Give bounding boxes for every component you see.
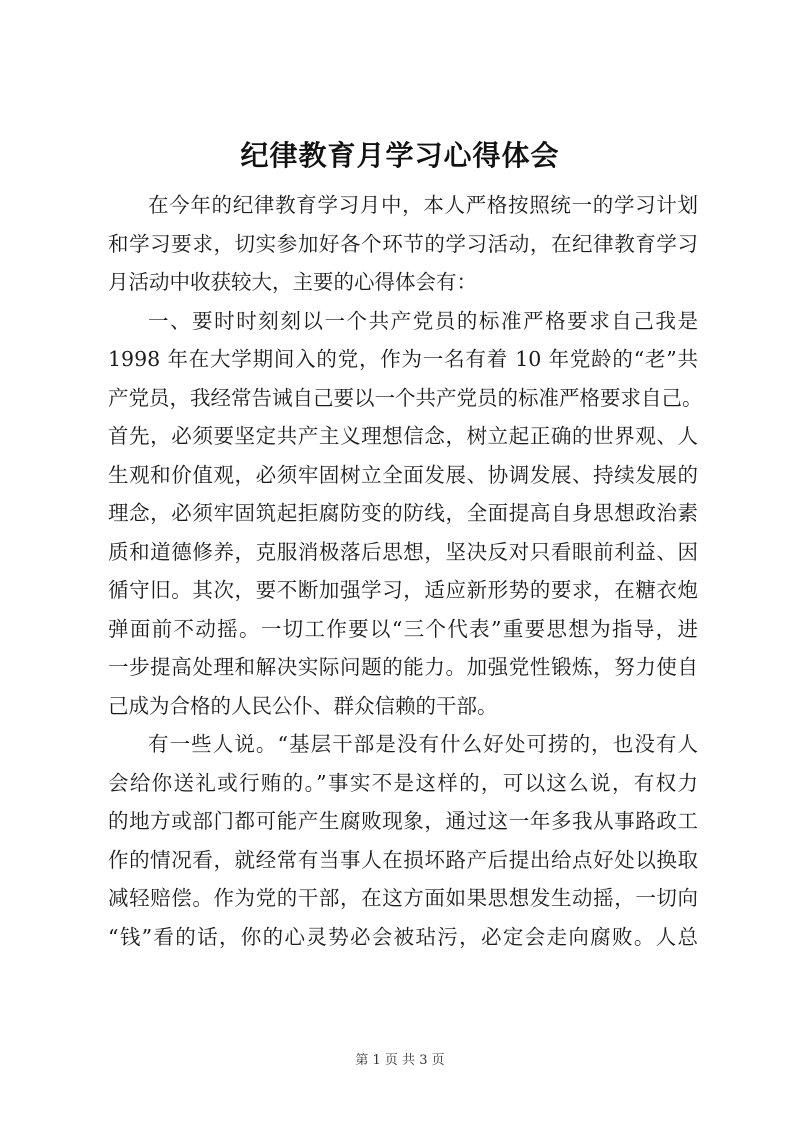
text-line: 生观和价值观，必须牢固树立全面发展、协调发展、持续发展的 xyxy=(108,462,698,487)
text-line: 弹面前不动摇。一切工作要以“三个代表”重要思想为指导，进 xyxy=(108,616,698,641)
text-line: 一步提高处理和解决实际问题的能力。加强党性锻炼，努力使自 xyxy=(108,655,698,679)
text-line: 产党员，我经常告诫自己要以一个共产党员的标准严格要求自己。 xyxy=(108,385,703,410)
text-line: 理念，必须牢固筑起拒腐防变的防线，全面提高自身思想政治素 xyxy=(108,501,698,525)
text-line: 1998 年在大学期间入的党，作为一名有着 10 年党龄的“老”共 xyxy=(108,347,698,371)
text-line: 首先，必须要坚定共产主义理想信念，树立起正确的世界观、人 xyxy=(108,424,698,448)
text-line: 有一些人说。“基层干部是没有什么好处可捞的，也没有人 xyxy=(148,732,698,756)
text-line: “钱”看的话，你的心灵势必会被玷污，必定会走向腐败。人总 xyxy=(108,924,698,949)
text-line: 作的情况看，就经常有当事人在损坏路产后提出给点好处以换取 xyxy=(108,847,698,872)
text-line: 在今年的纪律教育学习月中，本人严格按照统一的学习计划 xyxy=(148,193,698,217)
text-line: 会给你送礼或行贿的。”事实不是这样的，可以这么说，有权力 xyxy=(108,770,698,795)
page-footer: 第 1 页 共 3 页 xyxy=(355,1053,445,1068)
text-line: 循守旧。其次，要不断加强学习，适应新形势的要求，在糖衣炮 xyxy=(108,578,698,602)
text-line: 减轻赔偿。作为党的干部，在这方面如果思想发生动摇，一切向 xyxy=(108,886,698,910)
text-line: 的地方或部门都可能产生腐败现象，通过这一年多我从事路政工 xyxy=(108,809,698,833)
text-line: 己成为合格的人民公仆、群众信赖的干部。 xyxy=(108,693,498,718)
document-body xyxy=(108,186,703,956)
text-line: 月活动中收获较大，主要的心得体会有： xyxy=(108,270,477,294)
document-title: 纪律教育月学习心得体会 xyxy=(240,139,560,172)
text-line: 和学习要求，切实参加好各个环节的学习活动，在纪律教育学习 xyxy=(108,231,698,256)
text-line: 一、要时时刻刻以一个共产党员的标准严格要求自己我是 xyxy=(148,308,698,333)
text-line: 质和道德修养，克服消极落后思想，坚决反对只看眼前利益、因 xyxy=(108,539,698,564)
